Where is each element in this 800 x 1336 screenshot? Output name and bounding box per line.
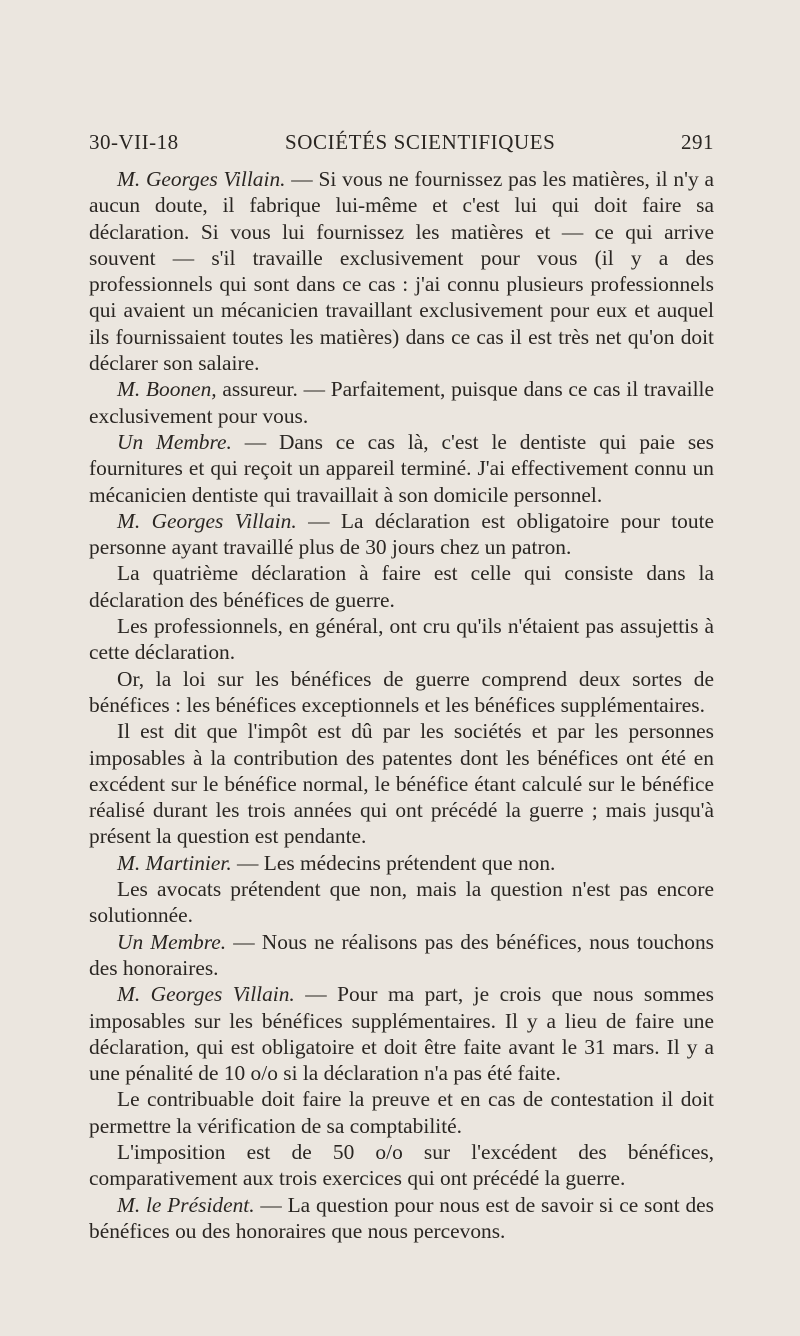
paragraph [89, 1139, 714, 1192]
paragraph-text: L'imposition est de 50 o/o sur l'excédent des bénéfices, comparativement aux trois exercices qui ont précédé la guerre. [89, 1139, 714, 1191]
paragraph [89, 166, 714, 376]
paragraph-text: La quatrième déclaration à faire est celle qui consiste dans la déclaration des bénéfices de guerre. [89, 561, 714, 612]
paragraph [89, 850, 714, 876]
paragraph-text: Les professionnels, en général, ont cru qu'ils n'étaient pas assujettis à cette déclaration. [89, 614, 714, 665]
header-date: 30-VII-18 [89, 130, 179, 154]
paragraph-text: — Si vous ne fournissez pas les matières, il n'y a aucun doute, il fabrique lui-même et c'est lui qui doit faire sa déclaration. Si vous lui fournissez les matières et — ce qui arrive souvent — s'il travaille exclusivement pour vous (il y a des professionnels qui sont dans ce cas : j'ai connu plusieurs professionnels qui avaient un mécanicien travaillant exclusivement pour eux et auquel ils fournissaient toutes les matières) dans ce cas il est très net qu'on doit déclarer son salaire. [89, 167, 714, 376]
paragraph-text: — Les médecins prétendent que non. [231, 850, 556, 875]
speaker: Un Membre. [117, 429, 232, 454]
paragraph-text: Or, la loi sur les bénéfices de guerre comprend deux sortes de bénéfices : les bénéfices exceptionnels et les bénéfices supplémentaires. [89, 666, 714, 717]
paragraph-text: — Pour ma part, je crois que nous sommes imposables sur les bénéfices supplémentaires. Il y a lieu de faire une déclaration, qui est obligatoire et doit être faite avant le 31 mars. Il y a une pénalité de 10 o/o si la déclaration n'a pas été faite. [89, 982, 714, 1086]
speaker: M. Boonen, [117, 377, 217, 402]
page-number: 291 [681, 130, 714, 154]
speaker: M. le Président. [117, 1192, 255, 1217]
paragraph-text: assureur. — Parfaitement, puisque dans ce cas il travaille exclusivement pour vous. [89, 377, 714, 428]
paragraph [89, 508, 714, 561]
paragraph-text: Il est dit que l'impôt est dû par les sociétés et par les personnes imposables à la contribution des patentes dont les bénéfices ont été en excédent sur le bénéfice normal, le bénéfice étant calculé sur le bénéfice réalisé durant les trois années qui ont précédé la guerre ; mais jusqu'à présent la question est pendante. [89, 719, 714, 849]
paragraph [89, 560, 714, 613]
speaker: M. Georges Villain. [117, 982, 295, 1007]
speaker: M. Georges Villain. [117, 508, 297, 533]
paragraph-text: — La question pour nous est de savoir si ce sont des bénéfices ou des honoraires que nous percevons. [89, 1192, 714, 1243]
paragraph [89, 876, 714, 929]
paragraph-text: — La déclaration est obligatoire pour toute personne ayant travaillé plus de 30 jours chez un patron. [89, 508, 715, 560]
speaker: Un Membre. [117, 929, 227, 954]
paragraph [89, 718, 714, 849]
speaker: M. Martinier. [117, 850, 232, 875]
header-title: SOCIÉTÉS SCIENTIFIQUES [285, 130, 556, 154]
paragraph [89, 981, 714, 1086]
paragraph [89, 666, 714, 719]
paragraph-text: — Dans ce cas là, c'est le dentiste qui paie ses fournitures et qui reçoit un appareil terminé. J'ai effectivement connu un mécanicien dentiste qui travaillait à son domicile personnel. [89, 429, 714, 507]
page-body [89, 166, 714, 1244]
paragraph-text: — Nous ne réalisons pas des bénéfices, nous touchons des honoraires. [89, 929, 714, 980]
paragraph [89, 929, 714, 982]
paragraph [89, 376, 714, 429]
paragraph [89, 613, 714, 666]
paragraph [89, 1192, 714, 1245]
paragraph [89, 429, 714, 508]
paragraph-text: Les avocats prétendent que non, mais la question n'est pas encore solutionnée. [89, 877, 714, 928]
paragraph [89, 1086, 714, 1139]
running-header [89, 130, 714, 160]
paragraph-text: Le contribuable doit faire la preuve et en cas de contestation il doit permettre la vérification de sa comptabilité. [89, 1087, 714, 1138]
speaker: M. Georges Villain. [117, 167, 286, 191]
